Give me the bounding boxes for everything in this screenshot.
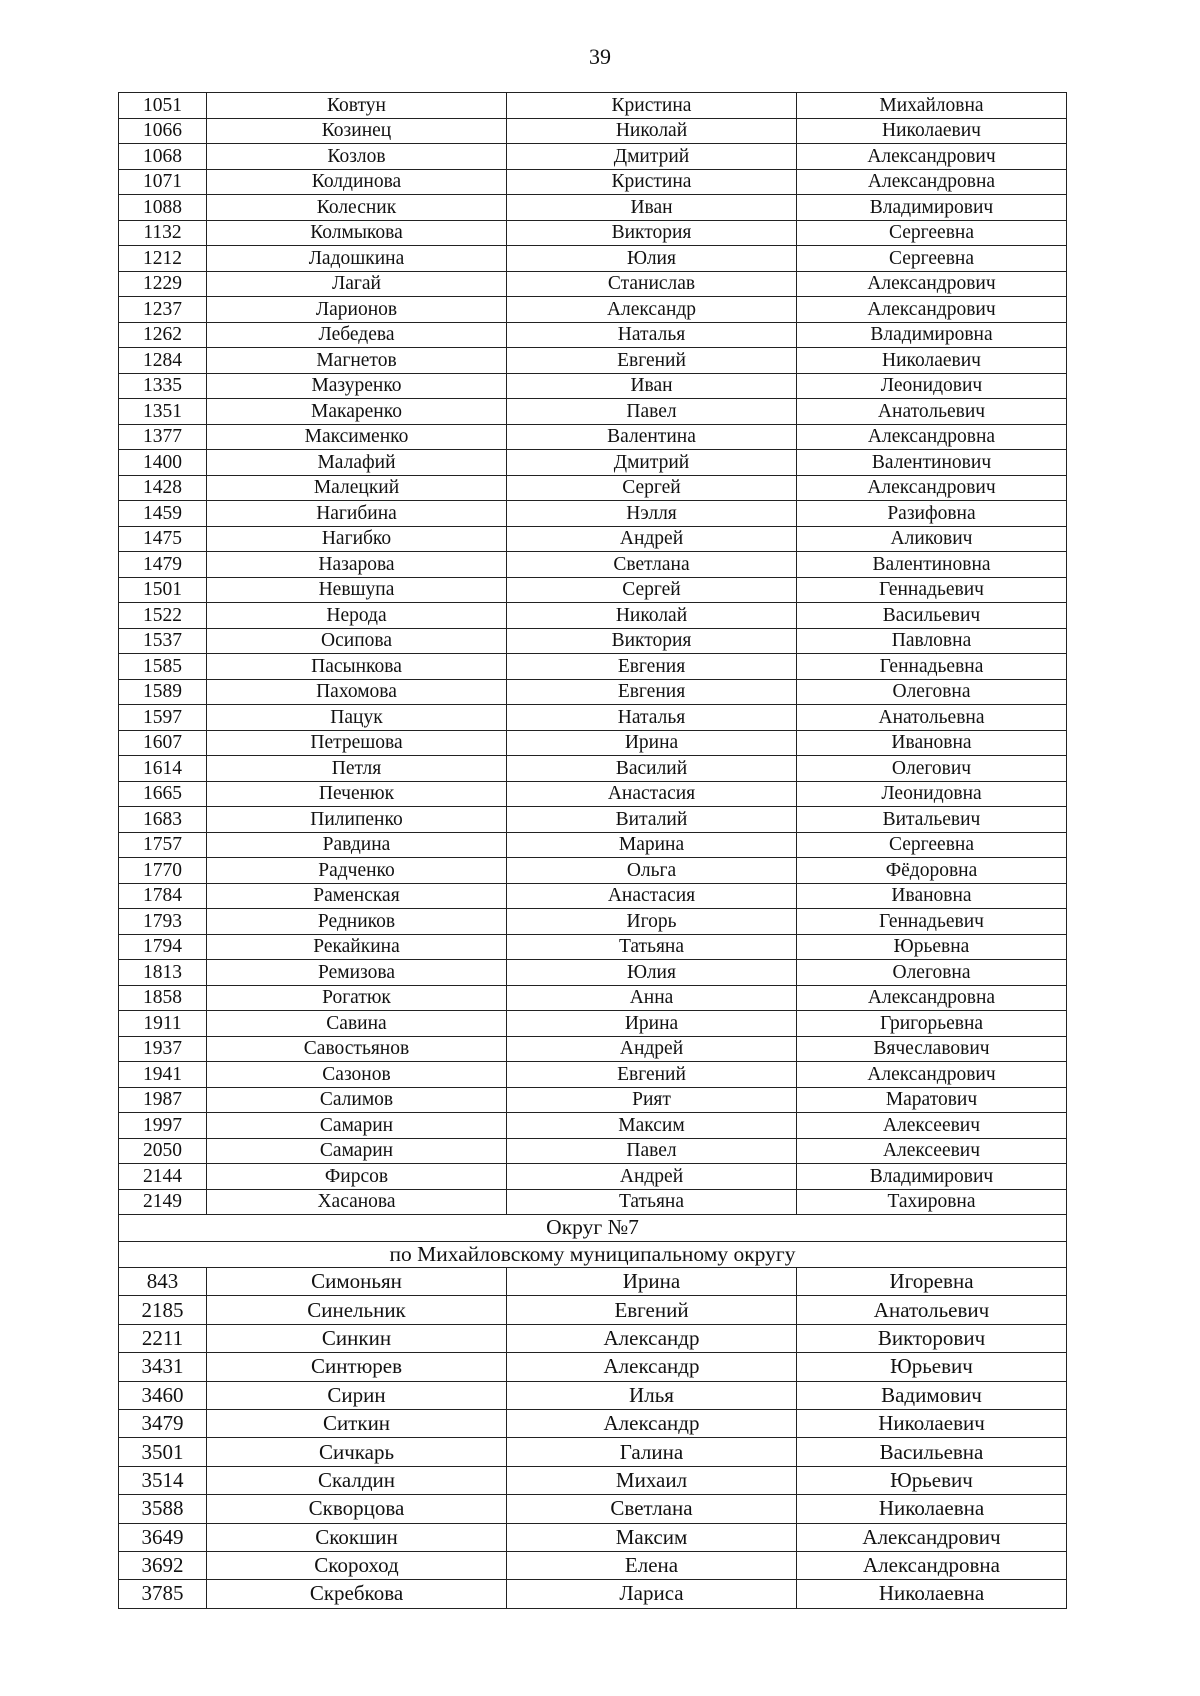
table-row [119,450,1067,476]
cell-number: 1665 [119,781,207,807]
cell-patronymic: Александрович [797,144,1067,170]
cell-first-name: Лариса [507,1580,797,1608]
cell-last-name: Петля [207,756,507,782]
cell-number: 1793 [119,909,207,935]
table-row [119,1495,1067,1523]
cell-first-name: Юлия [507,246,797,272]
cell-number: 2050 [119,1138,207,1164]
cell-patronymic: Николаевич [797,118,1067,144]
table-row [119,169,1067,195]
cell-patronymic: Леонидович [797,373,1067,399]
cell-last-name: Нагибина [207,501,507,527]
cell-number: 1757 [119,832,207,858]
cell-first-name: Александр [507,297,797,323]
table-row [119,577,1067,603]
cell-patronymic: Александрович [797,1523,1067,1551]
cell-patronymic: Владимировна [797,322,1067,348]
table-row [119,552,1067,578]
table-row [119,1138,1067,1164]
cell-first-name: Андрей [507,1036,797,1062]
table-row [119,526,1067,552]
cell-number: 2185 [119,1296,207,1324]
cell-first-name: Павел [507,399,797,425]
cell-last-name: Лебедева [207,322,507,348]
cell-first-name: Николай [507,603,797,629]
cell-patronymic: Разифовна [797,501,1067,527]
cell-number: 3588 [119,1495,207,1523]
table-row [119,424,1067,450]
cell-last-name: Колдинова [207,169,507,195]
cell-patronymic: Александрович [797,475,1067,501]
cell-last-name: Скокшин [207,1523,507,1551]
cell-last-name: Синтюрев [207,1353,507,1381]
cell-number: 1284 [119,348,207,374]
cell-patronymic: Сергеевна [797,220,1067,246]
table-row [119,1087,1067,1113]
cell-number: 1937 [119,1036,207,1062]
cell-first-name: Ольга [507,858,797,884]
cell-last-name: Нагибко [207,526,507,552]
cell-first-name: Анастасия [507,883,797,909]
cell-last-name: Лагай [207,271,507,297]
cell-last-name: Равдина [207,832,507,858]
cell-first-name: Андрей [507,526,797,552]
cell-number: 3479 [119,1409,207,1437]
cell-last-name: Скалдин [207,1466,507,1494]
cell-number: 1428 [119,475,207,501]
cell-first-name: Нэлля [507,501,797,527]
cell-patronymic: Александровна [797,985,1067,1011]
cell-patronymic: Александрович [797,271,1067,297]
cell-number: 1770 [119,858,207,884]
cell-number: 1911 [119,1011,207,1037]
cell-patronymic: Тахировна [797,1189,1067,1215]
cell-patronymic: Юрьевна [797,934,1067,960]
cell-patronymic: Алексеевич [797,1113,1067,1139]
table-row [119,1296,1067,1324]
cell-number: 1997 [119,1113,207,1139]
cell-first-name: Дмитрий [507,144,797,170]
cell-first-name: Анна [507,985,797,1011]
cell-patronymic: Викторович [797,1324,1067,1352]
cell-first-name: Светлана [507,1495,797,1523]
cell-patronymic: Ивановна [797,730,1067,756]
cell-number: 1088 [119,195,207,221]
table-row [119,1409,1067,1437]
cell-last-name: Колесник [207,195,507,221]
cell-patronymic: Павловна [797,628,1067,654]
table-row [119,144,1067,170]
cell-patronymic: Геннадьевна [797,654,1067,680]
cell-first-name: Татьяна [507,934,797,960]
cell-patronymic: Вадимович [797,1381,1067,1409]
table-row [119,628,1067,654]
cell-number: 1813 [119,960,207,986]
cell-number: 1377 [119,424,207,450]
cell-first-name: Максим [507,1523,797,1551]
cell-last-name: Савостьянов [207,1036,507,1062]
cell-last-name: Невшупа [207,577,507,603]
cell-first-name: Иван [507,373,797,399]
cell-last-name: Синкин [207,1324,507,1352]
cell-number: 1522 [119,603,207,629]
cell-first-name: Василий [507,756,797,782]
cell-number: 1501 [119,577,207,603]
district-header [119,1215,1067,1242]
cell-patronymic: Григорьевна [797,1011,1067,1037]
cell-number: 3785 [119,1580,207,1608]
cell-last-name: Козинец [207,118,507,144]
cell-number: 1132 [119,220,207,246]
cell-first-name: Ирина [507,730,797,756]
cell-patronymic: Алексеевич [797,1138,1067,1164]
cell-number: 1475 [119,526,207,552]
cell-number: 1987 [119,1087,207,1113]
cell-first-name: Ирина [507,1011,797,1037]
cell-last-name: Пацук [207,705,507,731]
cell-first-name: Ирина [507,1268,797,1296]
table-row [119,883,1067,909]
cell-number: 1262 [119,322,207,348]
cell-patronymic: Васильевич [797,603,1067,629]
table-row [119,1036,1067,1062]
cell-number: 1941 [119,1062,207,1088]
table-row [119,1062,1067,1088]
cell-number: 1066 [119,118,207,144]
cell-last-name: Скворцова [207,1495,507,1523]
table-row [119,246,1067,272]
cell-patronymic: Геннадьевич [797,909,1067,935]
table-row [119,705,1067,731]
cell-number: 1585 [119,654,207,680]
cell-number: 2144 [119,1164,207,1190]
cell-first-name: Игорь [507,909,797,935]
cell-first-name: Виктория [507,220,797,246]
cell-patronymic: Николаевна [797,1580,1067,1608]
cell-first-name: Кристина [507,93,797,119]
cell-patronymic: Владимирович [797,195,1067,221]
cell-patronymic: Валентинович [797,450,1067,476]
cell-first-name: Павел [507,1138,797,1164]
cell-first-name: Анастасия [507,781,797,807]
table-row [119,730,1067,756]
cell-first-name: Татьяна [507,1189,797,1215]
cell-last-name: Хасанова [207,1189,507,1215]
cell-first-name: Наталья [507,322,797,348]
cell-patronymic: Александровна [797,424,1067,450]
cell-number: 1237 [119,297,207,323]
cell-number: 1071 [119,169,207,195]
table-row [119,1113,1067,1139]
cell-patronymic: Анатольевна [797,705,1067,731]
cell-first-name: Сергей [507,475,797,501]
cell-patronymic: Олеговна [797,679,1067,705]
cell-last-name: Ладошкина [207,246,507,272]
district-header-text: Округ №7 [119,1215,1067,1242]
table-row [119,93,1067,119]
cell-first-name: Евгения [507,679,797,705]
table-row [119,501,1067,527]
cell-patronymic: Юрьевич [797,1353,1067,1381]
cell-number: 1858 [119,985,207,1011]
table-row [119,985,1067,1011]
cell-number: 3649 [119,1523,207,1551]
cell-last-name: Рекайкина [207,934,507,960]
cell-last-name: Малафий [207,450,507,476]
cell-last-name: Колмыкова [207,220,507,246]
cell-number: 1068 [119,144,207,170]
cell-patronymic: Васильевна [797,1438,1067,1466]
cell-patronymic: Николаевич [797,348,1067,374]
cell-patronymic: Олегович [797,756,1067,782]
cell-number: 3501 [119,1438,207,1466]
cell-number: 3514 [119,1466,207,1494]
cell-last-name: Фирсов [207,1164,507,1190]
cell-first-name: Виталий [507,807,797,833]
cell-first-name: Сергей [507,577,797,603]
cell-patronymic: Александрович [797,297,1067,323]
cell-patronymic: Николаевич [797,1409,1067,1437]
cell-last-name: Симоньян [207,1268,507,1296]
cell-last-name: Пасынкова [207,654,507,680]
cell-first-name: Марина [507,832,797,858]
table-row [119,1324,1067,1352]
cell-last-name: Пахомова [207,679,507,705]
cell-patronymic: Александровна [797,1551,1067,1579]
cell-first-name: Светлана [507,552,797,578]
table-row [119,1466,1067,1494]
cell-last-name: Ларионов [207,297,507,323]
cell-last-name: Синельник [207,1296,507,1324]
cell-first-name: Наталья [507,705,797,731]
cell-last-name: Макаренко [207,399,507,425]
cell-last-name: Нерода [207,603,507,629]
cell-patronymic: Фёдоровна [797,858,1067,884]
table-row [119,348,1067,374]
cell-last-name: Самарин [207,1138,507,1164]
cell-number: 1400 [119,450,207,476]
table-row [119,679,1067,705]
table-row [119,756,1067,782]
cell-number: 1479 [119,552,207,578]
table-row [119,271,1067,297]
cell-patronymic: Геннадьевич [797,577,1067,603]
cell-number: 1614 [119,756,207,782]
cell-last-name: Мазуренко [207,373,507,399]
cell-first-name: Станислав [507,271,797,297]
cell-patronymic: Сергеевна [797,832,1067,858]
cell-first-name: Александр [507,1324,797,1352]
cell-number: 1335 [119,373,207,399]
table-row [119,1551,1067,1579]
cell-last-name: Скребкова [207,1580,507,1608]
table-row [119,195,1067,221]
cell-first-name: Андрей [507,1164,797,1190]
cell-number: 3431 [119,1353,207,1381]
table-row [119,1189,1067,1215]
cell-last-name: Сазонов [207,1062,507,1088]
cell-last-name: Назарова [207,552,507,578]
cell-patronymic: Ивановна [797,883,1067,909]
table-row [119,297,1067,323]
cell-patronymic: Анатольевич [797,1296,1067,1324]
cell-last-name: Самарин [207,1113,507,1139]
page-number: 39 [589,44,611,69]
cell-last-name: Максименко [207,424,507,450]
cell-last-name: Савина [207,1011,507,1037]
table-row [119,220,1067,246]
table-row [119,1268,1067,1296]
cell-last-name: Рогатюк [207,985,507,1011]
cell-number: 1212 [119,246,207,272]
cell-patronymic: Юрьевич [797,1466,1067,1494]
cell-first-name: Илья [507,1381,797,1409]
cell-first-name: Рият [507,1087,797,1113]
table-row [119,475,1067,501]
table-row [119,960,1067,986]
cell-patronymic: Анатольевич [797,399,1067,425]
cell-patronymic: Олеговна [797,960,1067,986]
cell-patronymic: Валентиновна [797,552,1067,578]
cell-last-name: Ковтун [207,93,507,119]
table-row [119,1438,1067,1466]
cell-number: 1607 [119,730,207,756]
cell-first-name: Евгений [507,1296,797,1324]
table-row [119,1580,1067,1608]
cell-number: 1459 [119,501,207,527]
table-row [119,1381,1067,1409]
table-row [119,373,1067,399]
table-row [119,118,1067,144]
table-row [119,909,1067,935]
cell-last-name: Раменская [207,883,507,909]
cell-first-name: Кристина [507,169,797,195]
cell-first-name: Иван [507,195,797,221]
cell-patronymic: Александрович [797,1062,1067,1088]
table-row [119,1164,1067,1190]
table-row [119,807,1067,833]
cell-first-name: Евгений [507,348,797,374]
cell-first-name: Евгения [507,654,797,680]
roster-body [119,93,1067,1609]
cell-patronymic: Николаевна [797,1495,1067,1523]
cell-last-name: Скороход [207,1551,507,1579]
table-row [119,399,1067,425]
table-row [119,1523,1067,1551]
table-row [119,1011,1067,1037]
cell-last-name: Осипова [207,628,507,654]
cell-number: 1351 [119,399,207,425]
cell-first-name: Виктория [507,628,797,654]
cell-patronymic: Аликович [797,526,1067,552]
cell-number: 1794 [119,934,207,960]
cell-first-name: Александр [507,1409,797,1437]
cell-patronymic: Витальевич [797,807,1067,833]
cell-first-name: Дмитрий [507,450,797,476]
cell-first-name: Юлия [507,960,797,986]
cell-patronymic: Леонидовна [797,781,1067,807]
district-subheader-text: по Михайловскому муниципальному округу [119,1241,1067,1268]
table-row [119,654,1067,680]
cell-last-name: Малецкий [207,475,507,501]
table-row [119,1353,1067,1381]
cell-first-name: Валентина [507,424,797,450]
cell-patronymic: Сергеевна [797,246,1067,272]
table-row [119,603,1067,629]
table-row [119,781,1067,807]
cell-number: 1683 [119,807,207,833]
cell-last-name: Радченко [207,858,507,884]
cell-last-name: Ситкин [207,1409,507,1437]
cell-last-name: Козлов [207,144,507,170]
voter-roster-table [118,92,1067,1609]
cell-number: 1229 [119,271,207,297]
cell-last-name: Пилипенко [207,807,507,833]
cell-last-name: Редников [207,909,507,935]
table-row [119,934,1067,960]
cell-number: 1051 [119,93,207,119]
cell-patronymic: Игоревна [797,1268,1067,1296]
cell-patronymic: Владимирович [797,1164,1067,1190]
cell-number: 1537 [119,628,207,654]
cell-patronymic: Вячеславович [797,1036,1067,1062]
cell-first-name: Александр [507,1353,797,1381]
cell-last-name: Петрешова [207,730,507,756]
cell-patronymic: Михайловна [797,93,1067,119]
cell-patronymic: Александровна [797,169,1067,195]
cell-first-name: Евгений [507,1062,797,1088]
cell-number: 1784 [119,883,207,909]
cell-number: 1597 [119,705,207,731]
cell-last-name: Магнетов [207,348,507,374]
cell-number: 3460 [119,1381,207,1409]
cell-patronymic: Маратович [797,1087,1067,1113]
cell-first-name: Николай [507,118,797,144]
table-row [119,858,1067,884]
cell-number: 2149 [119,1189,207,1215]
cell-last-name: Ремизова [207,960,507,986]
cell-number: 1589 [119,679,207,705]
district-subheader [119,1241,1067,1268]
cell-last-name: Сирин [207,1381,507,1409]
cell-first-name: Михаил [507,1466,797,1494]
table-row [119,322,1067,348]
cell-number: 3692 [119,1551,207,1579]
table-row [119,832,1067,858]
cell-first-name: Елена [507,1551,797,1579]
cell-number: 2211 [119,1324,207,1352]
cell-first-name: Галина [507,1438,797,1466]
cell-first-name: Максим [507,1113,797,1139]
cell-last-name: Печенюк [207,781,507,807]
cell-last-name: Сичкарь [207,1438,507,1466]
cell-last-name: Салимов [207,1087,507,1113]
cell-number: 843 [119,1268,207,1296]
